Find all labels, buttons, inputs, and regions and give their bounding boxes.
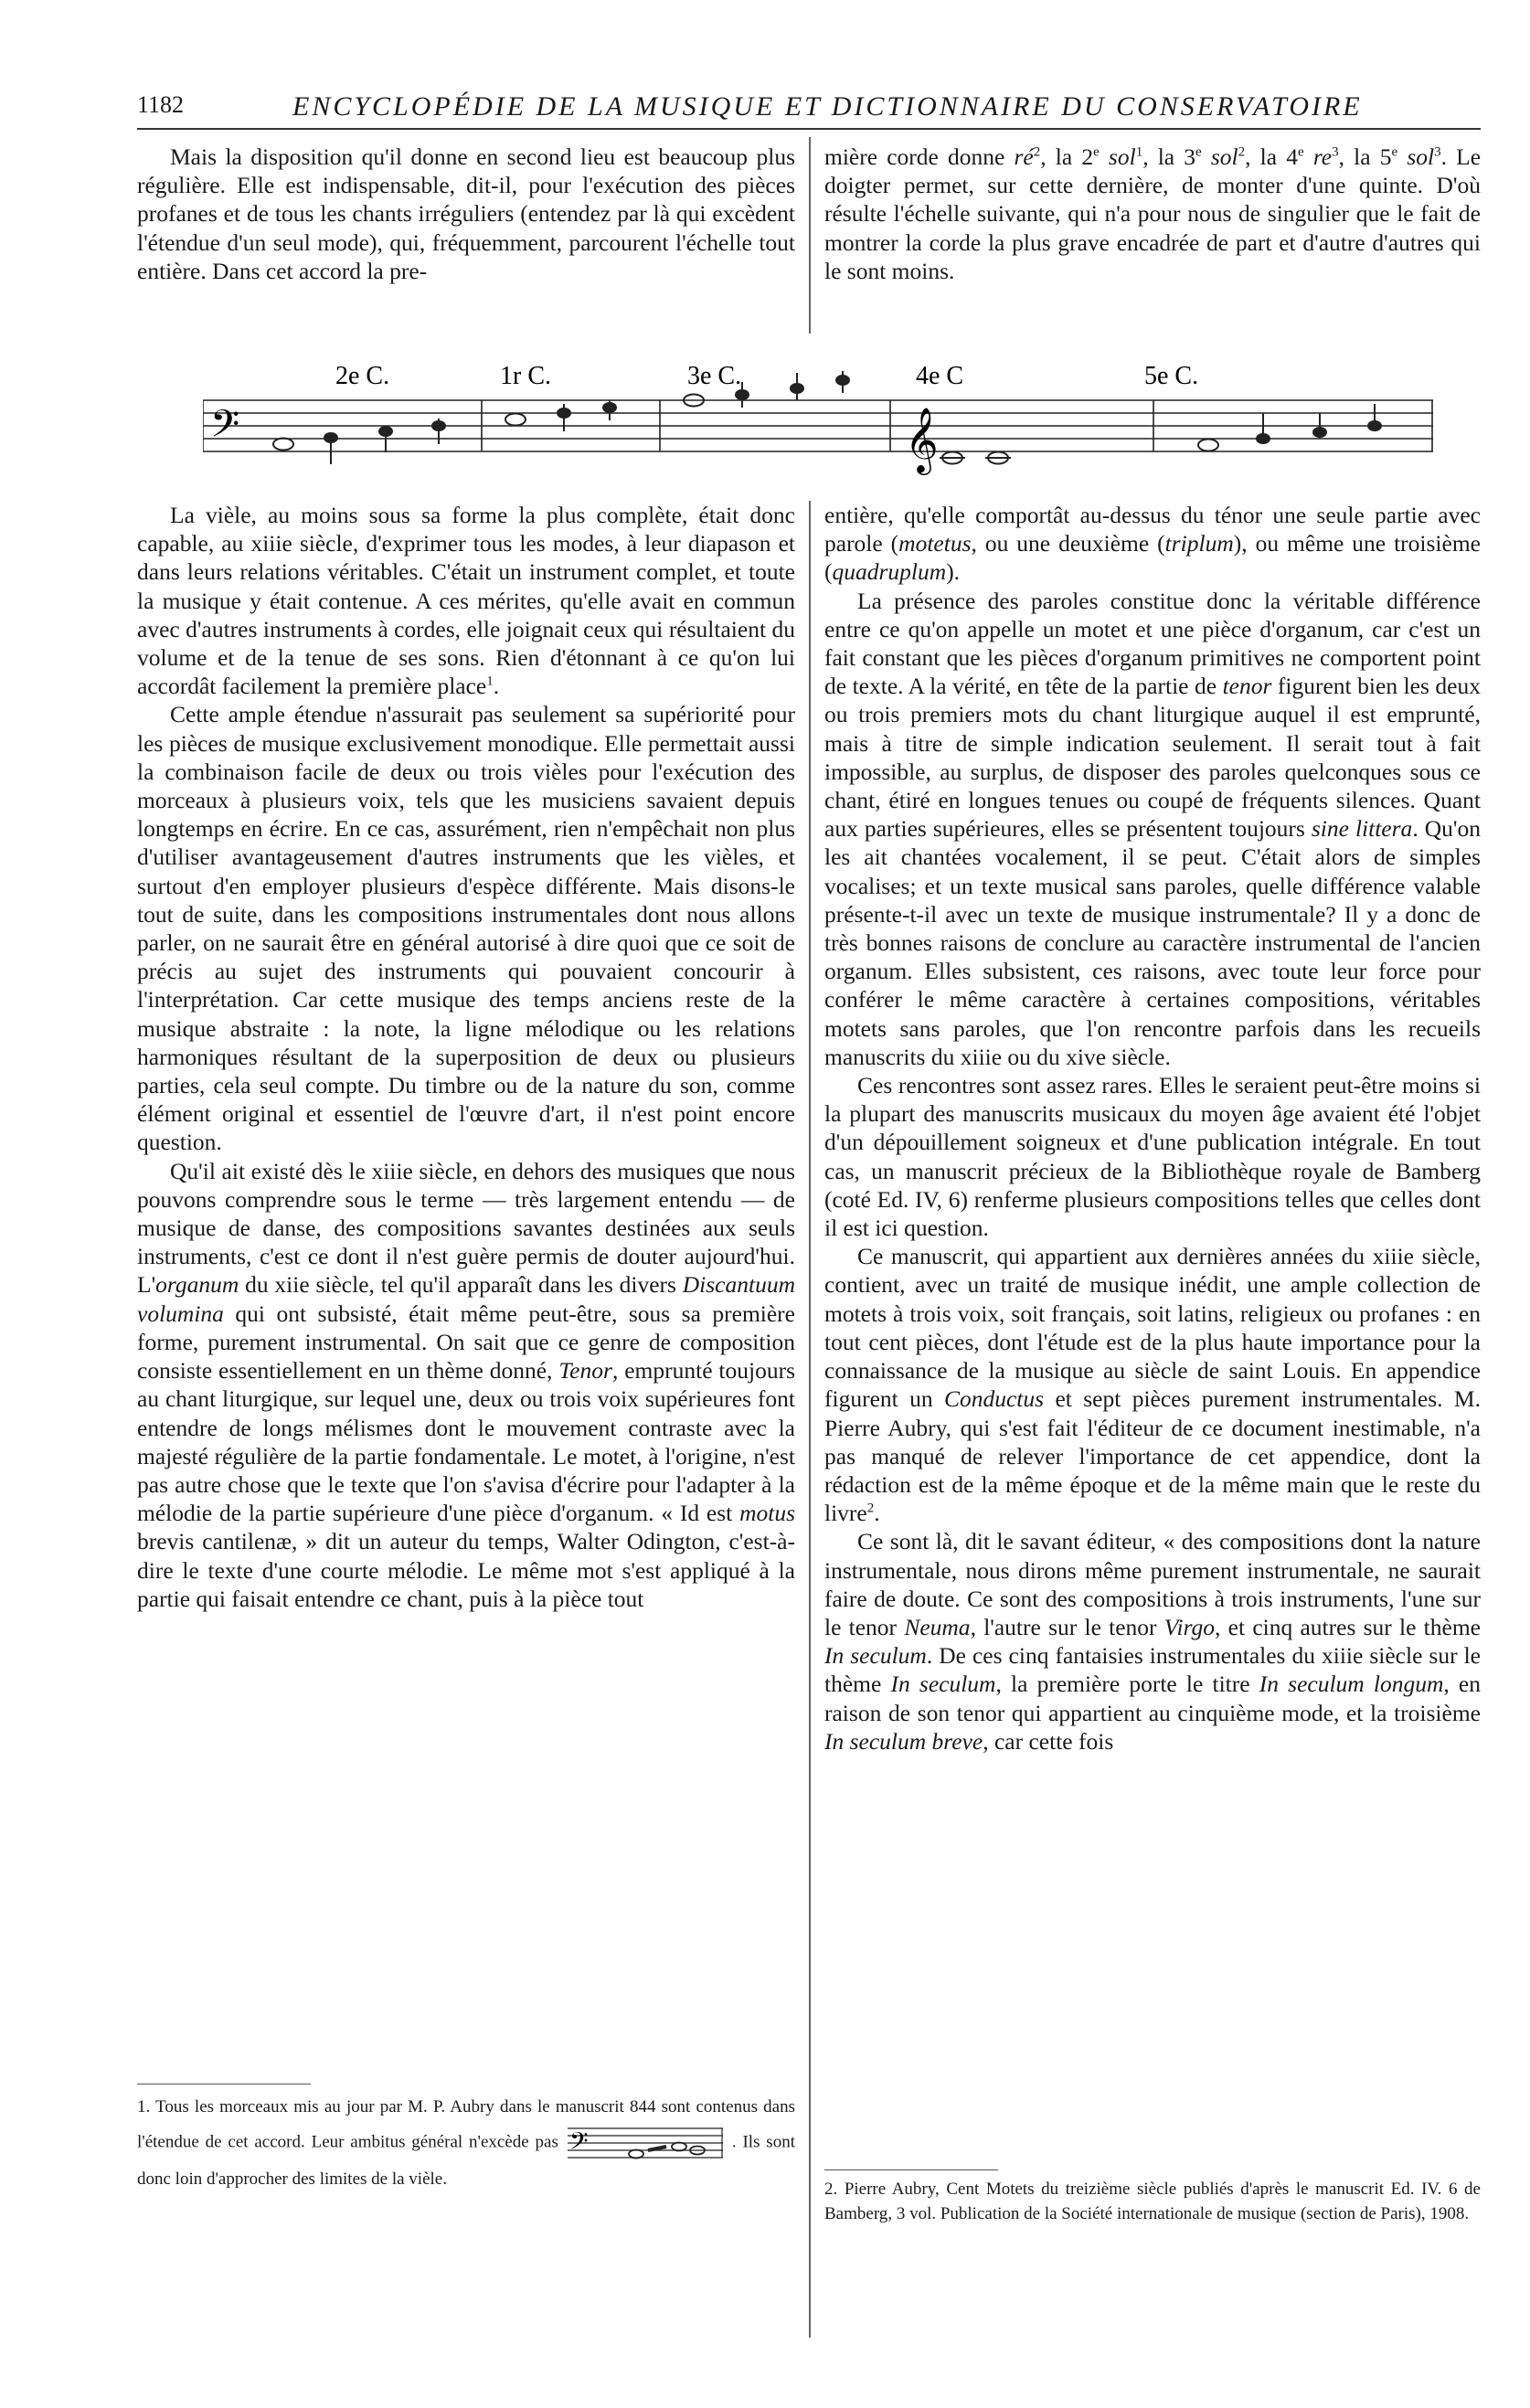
text-run: La vièle, au moins sous sa forme la plus complète, était donc capable, au xiiie siècle, d'exprimer tous les modes, à leur diapason et dans leurs relations véritables. C'était un instrument complet, et toute la musique y était contenue. A ces mérites, qu'elle avait en commun avec d'autres instruments à cordes, elle joignait ceux qui résultaient du volume et de la tenue de ses sons. Rien d'étonnant à ce qu'on lui accordât facilement la première place <box>137 502 795 700</box>
text-run: qui ont subsisté, était même peut-être, sous sa première forme, purement instrumental. On sait que ce genre de composition consiste essentiellement en un thème donné, <box>137 1299 795 1384</box>
footnote-2 <box>824 2177 1481 2226</box>
text-run: , 3 vol. Publication de la Société internationale de musique (section de Paris), 1908. <box>887 2204 1470 2223</box>
text-run: , en raison de son tenor qui appartient au cinquième mode, et la troisième <box>824 1671 1481 1726</box>
superscript: 3 <box>1434 144 1441 160</box>
text-run: Ce manuscrit, qui appartient aux dernières années du xiiie siècle, contient, avec un traité de musique inédit, une ample collection de motets à trois voix, soit français, soit latins, religieux ou profanes : en tout cent pièces, dont l'étude est de la plus haute importance pour la connaissance de la musique au siècle de saint Louis. En appendice figurent un <box>824 1243 1481 1413</box>
italic-term: Virgo <box>1163 1613 1216 1640</box>
text-run: figurent bien les deux ou trois premiers mots du chant liturgique auquel il est emprunté, mais à titre de simple indication seulement. Il serait tout à fait impossible, au surplus, de disposer des paroles quelconques sous ce chant, étiré en longues tenues ou coupé de fréquents silences. Quant aux parties supérieures, elles se présentent toujours <box>824 673 1481 843</box>
text-run: , la première porte le titre <box>995 1671 1259 1698</box>
text-run: , la 2 <box>1040 143 1094 170</box>
column-rule-main <box>809 501 811 2338</box>
page-number: 1182 <box>137 91 185 118</box>
italic-term: quadruplum <box>832 558 947 586</box>
superscript: 2 <box>1033 144 1041 160</box>
superscript: 3 <box>1332 144 1339 160</box>
italic-term: triplum <box>1164 530 1234 557</box>
superscript: e <box>1298 144 1304 160</box>
italic-term: motetus <box>898 530 972 557</box>
italic-term: In seculum longum <box>1259 1671 1444 1698</box>
column-rule-top <box>809 137 811 334</box>
staff-lines <box>203 400 1433 451</box>
note-re: ré <box>1014 143 1034 170</box>
string-label-3: 3e C. <box>687 362 742 390</box>
text-run: , emprunté toujours au chant liturgique, sur lequel une, deux ou trois voix supérieures font entendre de longs mélismes dont le mouvement contraste avec la majesté régulière de la partie fondamentale. Le motet, à l'origine, n'est pas autre chose que le texte que l'on s'avisa d'écrire pour l'adapter à la mélodie de la partie supérieure d'une pièce d'organum. « Id est <box>137 1357 795 1527</box>
text-run: . De ces cinq fantaisies instrumentales du xiiie siècle sur le thème <box>824 1642 1481 1698</box>
top-right-text <box>824 143 1481 285</box>
text-run: , car cette fois <box>983 1727 1114 1755</box>
note-sol: sol <box>1099 143 1136 170</box>
string-label-5: 5e C. <box>1144 362 1199 390</box>
paragraph: Ce manuscrit, qui appartient aux dernières années du xiiie siècle, contient, avec un traité de musique inédit, une ample collection de motets à trois voix, soit français, soit latins, religieux ou profanes : en tout cent pièces, dont l'étude est de la plus haute importance pour la connaissance de la musique au siècle de saint Louis. En appendice figurent un Conductus et sept pièces purement instrumentales. M. Pierre Aubry, qui s'est fait l'éditeur de ce document inestimable, n'a pas manqué de relever l'importance de cet appendice, dont la rédaction est de la même époque et de la même main que le reste du livre$^2$. <box>824 1243 1481 1527</box>
text-run: ), ou même une troisième ( <box>824 530 1481 586</box>
text-run: . Qu'on les ait chantées vocalement, il se peut. C'était alors de simples vocalises; et un texte musical sans paroles, quelle différence valable présente-t-il avec un texte de musique instrumentale? Il y a donc de très bonnes raisons de conclure au caractère instrumental de l'ancien organum. Elles subsistent, ces raisons, avec toute leur force pour conférer le même caractère à certaines compositions, véritables motets sans paroles, que l'on rencontre parfois dans les recueils manuscrits du xiiie ou du xive siècle. <box>824 815 1481 1070</box>
text-run: Ce sont là, dit le savant éditeur, « des compositions dont la nature instrumentale, nous dirons même purement instrumentale, ne saurait faire de doute. Ce sont des compositions à trois instruments, l'une sur le tenor <box>824 1528 1481 1640</box>
italic-term: tenor <box>1222 673 1272 700</box>
paragraph <box>824 1527 1481 1756</box>
footnote-ref: 2 <box>866 1501 875 1516</box>
string-label-1: 1r C. <box>500 362 551 390</box>
notes <box>273 371 1381 464</box>
text-run: entière, qu'elle comportât au-dessus du ténor une seule partie avec parole ( <box>824 502 1481 557</box>
text-run: et sept pièces purement instrumentales. M. Pierre Aubry, qui s'est fait l'éditeur de ce document inestimable, n'a pas manqué de relever l'importance de cet appendice, dont la rédaction est de la même époque et de la même main que le reste du livre <box>824 1385 1481 1527</box>
superscript: e <box>1391 144 1398 160</box>
text-run: , l'autre sur le tenor <box>970 1613 1164 1640</box>
text-run: , la 5 <box>1338 143 1392 170</box>
footnote-ref: 1 <box>486 674 494 689</box>
main-left-column <box>137 501 795 1613</box>
paragraph <box>824 587 1481 1071</box>
text-run: . Le doigter permet, sur cette dernière, de monter d'une quinte. D'où résulte l'échelle suivante, qui n'a pour nous de singulier que le fait de montrer la corde la plus grave encadrée de part et d'autre d'autres qui le sont moins. <box>824 143 1482 284</box>
page-header <box>137 91 1481 124</box>
italic-term: In seculum breve <box>824 1727 983 1755</box>
top-right-paragraph <box>824 143 1481 285</box>
top-left-paragraph: Mais la disposition qu'il donne en second lieu est beaucoup plus régulière. Elle est indispensable, dit-il, pour l'exécution des pièces profanes et de tous les chants irréguliers (entendez par là qui excèdent l'étendue d'un seul mode), qui, fréquemment, parcourent l'échelle tout entière. Dans cet accord la pre- <box>137 143 795 284</box>
paragraph: Ces rencontres sont assez rares. Elles le seraient peut-être moins si la plupart des manuscrits musicaux du moyen âge avaient été l'objet d'un dépouillement soigneux et d'une publication intégrale. En tout cas, un manuscrit précieux de la Bibliothèque royale de Bamberg (coté Ed. IV, 6) renferme plusieurs compositions telles que celles dont il est ici question. <box>824 1072 1481 1242</box>
text-run: , ou une deuxième ( <box>971 530 1165 557</box>
paragraph <box>137 1157 795 1613</box>
footnote-1 <box>137 2095 795 2191</box>
text-run: , la 4 <box>1245 143 1298 170</box>
footnote-rule-right <box>824 2169 998 2170</box>
paragraph: Cette ample étendue n'assurait pas seulement sa supériorité pour les pièces de musique exclusivement monodique. Elle permettait aussi la combinaison facile de deux ou trois vièles pour l'exécution des morceaux à plusieurs voix, tels que les musiciens savaient depuis longtemps en écrire. En ce cas, assurément, rien n'empêchait non plus d'utiliser avantageusement d'autres instruments que les vièles, et surtout d'en employer plusieurs d'espèce différente. Mais disons-le tout de suite, dans les compositions instrumentales dont nous allons parler, on ne saurait être en général autorisé à dire quoi que ce soit de précis au sujet des instruments qui pouvaient concourir à l'interprétation. Car cette musique des temps anciens reste de la musique abstraite : la note, la ligne mélodique ou les relations harmoniques résultant de la superposition de deux ou plusieurs parties, cela seul compte. Du timbre ou de la nature du son, comme élément original et essentiel de l'œuvre d'art, il n'est point encore question. <box>137 701 795 1156</box>
text-run: Qu'il ait existé dès le xiiie siècle, en dehors des musiques que nous pouvons comprendre sous le terme — très largement entendu — de musique de danse, des compositions savantes destinées aux seuls instruments, c'est ce dont il n'est guère permis de douter aujourd'hui. L' <box>137 1157 795 1299</box>
italic-term: Conductus <box>943 1385 1045 1413</box>
italic-term: ambitus <box>350 2132 406 2152</box>
main-right-column <box>824 501 1481 1756</box>
text-run: . Ils sont donc loin d'approcher des limites de la vièle. <box>137 2132 795 2189</box>
bass-clef-icon: 𝄢 <box>568 2127 589 2161</box>
italic-term: In seculum <box>890 1671 996 1698</box>
text-run: du xiie siècle, tel qu'il apparaît dans les divers <box>239 1271 683 1299</box>
text-run: La présence des paroles constitue donc la véritable différence entre ce qu'on appelle un motet et une pièce d'organum, car c'est un fait constant que les pièces d'organum primitives ne comportent point de texte. A la vérité, en tête de la partie de <box>824 587 1481 700</box>
italic-term: Discantuum volumina <box>137 1271 795 1327</box>
paragraph: La vièle, au moins sous sa forme la plus complète, était donc capable, au xiiie siècle, d'exprimer tous les modes, à leur diapason et dans leurs relations véritables. C'était un instrument complet, et toute la musique y était contenue. A ces mérites, qu'elle avait en commun avec d'autres instruments à cordes, elle joignait ceux qui résultaient du volume et de la tenue de ses sons. Rien d'étonnant à ce qu'on lui accordât facilement la première place$^1$. <box>137 502 795 700</box>
text-run: général n'excède pas <box>405 2132 558 2152</box>
italic-term: In seculum <box>824 1642 927 1670</box>
string-label-4: 4e C <box>916 362 964 390</box>
header-rule <box>137 128 1481 130</box>
note-sol: sol <box>1397 143 1435 170</box>
superscript: 1 <box>1135 144 1143 160</box>
text-run: 2. Pierre Aubry, <box>824 2180 947 2199</box>
italic-term: Tenor <box>558 1357 612 1384</box>
top-left-text <box>137 143 795 285</box>
superscript: e <box>1195 144 1202 160</box>
text-run: , et cinq autres sur le thème <box>1215 1613 1481 1640</box>
italic-term: sine littera <box>1311 815 1413 843</box>
italic-term: motus <box>739 1500 795 1527</box>
italic-term: Neuma <box>904 1613 971 1640</box>
note-re: re <box>1303 143 1333 170</box>
italic-term: organum <box>155 1271 239 1299</box>
note-sol: sol <box>1201 143 1238 170</box>
string-label-2: 2e C. <box>335 362 390 390</box>
running-title: ENCYCLOPÉDIE DE LA MUSIQUE ET DICTIONNAIRE DU CONSERVATOIRE <box>292 91 1363 122</box>
text-run: brevis cantilenæ, » dit un auteur du temps, Walter Odington, c'est-à-dire le texte d'une courte mélodie. Le même mot s'est appliqué à la partie qui faisait entendre ce chant, puis à la pièce tout <box>137 1528 795 1612</box>
treble-clef-icon: 𝄞 <box>905 406 939 472</box>
superscript: 2 <box>1238 144 1246 160</box>
superscript: e <box>1093 144 1100 160</box>
footnote-staff <box>568 2119 723 2167</box>
text-run: 1. Tous les morceaux mis au jour par M. P. Aubry dans le manuscrit 844 sont contenus dans l'étendue de cet accord. Leur <box>137 2097 795 2152</box>
text-run: , la 3 <box>1142 143 1196 170</box>
text-run: ). <box>946 558 961 586</box>
italic-term: Cent Motets du treizième siècle publiés d'après le manuscrit Ed. IV. 6 de Bamberg <box>824 2180 1481 2223</box>
text-run: mière corde donne <box>824 143 1015 170</box>
paragraph <box>824 501 1481 587</box>
bass-clef-icon: 𝄢 <box>210 402 240 455</box>
music-example-scale <box>203 356 1433 475</box>
